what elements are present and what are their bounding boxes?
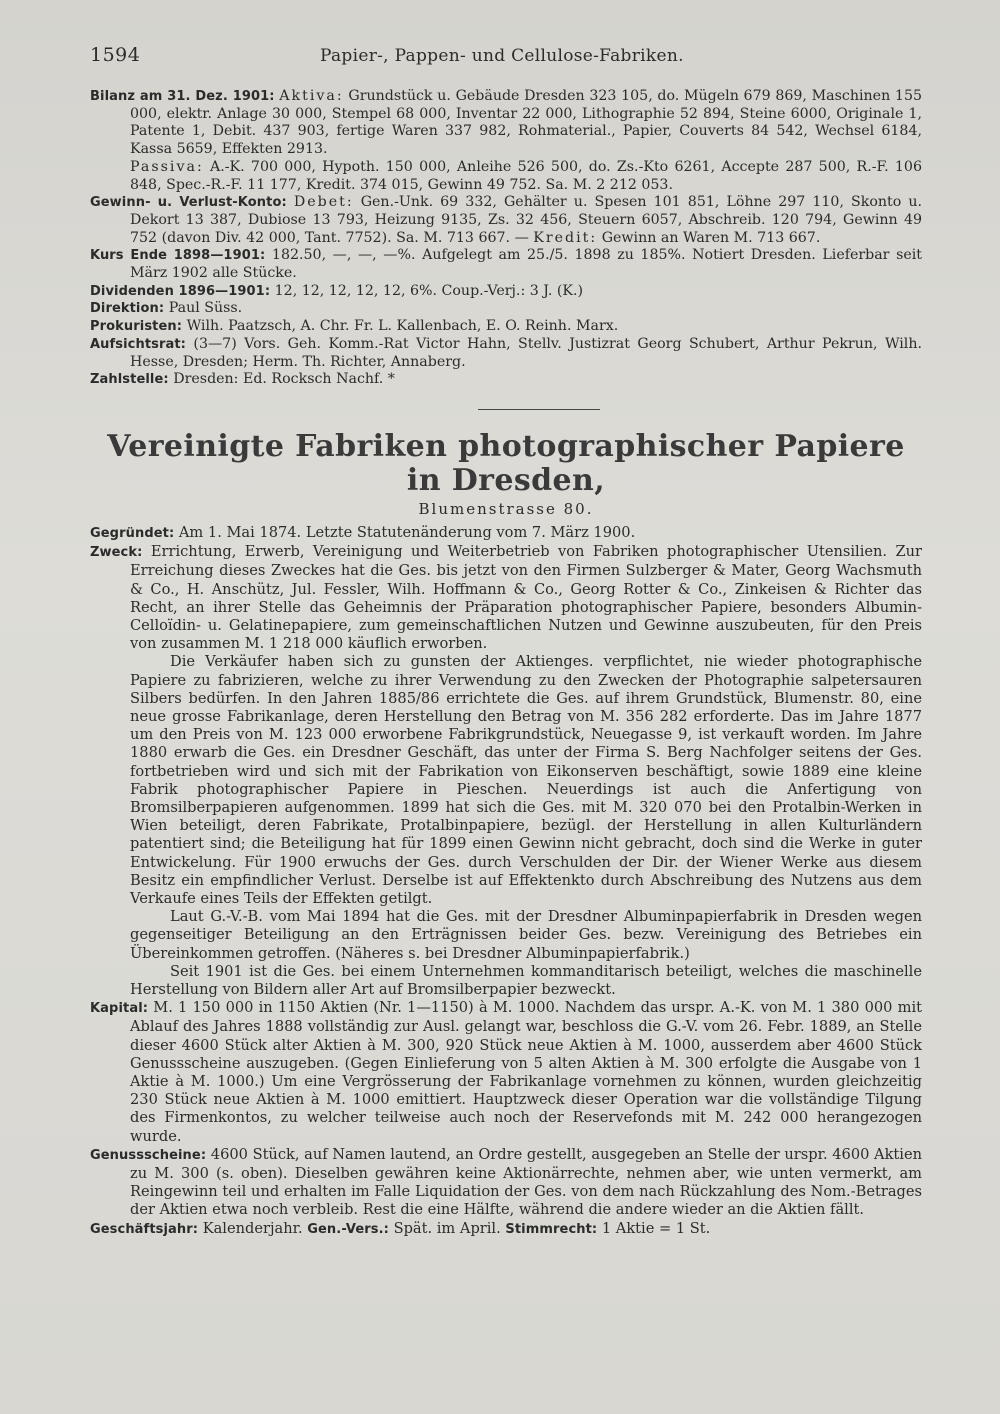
stimmrecht-text: 1 Aktie = 1 St.	[601, 1219, 711, 1237]
aktiva-label: Aktiva:	[279, 88, 344, 104]
gegruendet-text: Am 1. Mai 1874. Letzte Statutenänderung vom 7. März 1900.	[178, 523, 636, 541]
guv-entry	[90, 194, 922, 247]
geschaeftsjahr-text: Kalenderjahr.	[202, 1219, 303, 1237]
kurs-label: Kurs Ende 1898—1901:	[90, 248, 266, 264]
geschaeftsjahr-entry	[90, 1220, 922, 1239]
company-title: Vereinigte Fabriken photographischer Papiere in Dresden,	[107, 428, 905, 498]
bilanz-entry	[90, 88, 922, 194]
kapital-text: M. 1 150 000 in 1150 Aktien (Nr. 1—1150) à M. 1000. Nachdem das urspr. A.-K. von M. 1 380 000 mit Ablauf des Jahres 1888 vollständig zur Ausl. gelangt war, beschloss die G.-V. vom 26. Febr. 1889, an Stelle dieser 4600 Stück alter Aktien à M. 300, 920 Stück neue Aktien à M. 1000, ausserdem aber 4600 Stück Genussscheine auszugeben. (Gegen Einlieferung von 5 alten Aktien à M. 300 erfolgte die Ausgabe von 1 Aktie à M. 1000.) Um eine Vergrösserung der Fabrikanlage vornehmen zu können, wurden gleichzeitig 230 Stück neue Aktien à M. 1000 emittiert. Hauptzweck dieser Operation war die vollständige Tilgung des Firmenkontos, zu welcher teilweise auch noch der Reservefonds mit M. 242 000 herangezogen wurde.	[130, 999, 922, 1145]
zweck-label: Zweck:	[90, 545, 143, 561]
aufsichtsrat-entry	[90, 336, 922, 371]
prokuristen-text: Wilh. Paatzsch, A. Chr. Fr. L. Kallenbach, E. O. Reinh. Marx.	[186, 318, 619, 335]
aufsichtsrat-text: (3—7) Vors. Geh. Komm.-Rat Victor Hahn, Stellv. Justizrat Georg Schubert, Arthur Pekrun, Wilh. Hesse, Dresden; Herm. Th. Richter, Annaberg.	[130, 335, 922, 370]
zweck-entry	[90, 543, 922, 653]
page-number: 1594	[90, 44, 141, 66]
kredit-label: Kredit:	[533, 229, 598, 246]
company-address: Blumenstrasse 80.	[418, 499, 594, 518]
page-header	[90, 44, 922, 88]
zahlstelle-label: Zahlstelle:	[90, 372, 169, 388]
debet-label: Debet:	[293, 194, 354, 211]
passiva-label: Passiva:	[130, 158, 204, 175]
kurs-entry	[90, 247, 922, 282]
genversammlung-text: Spät. im April.	[393, 1219, 501, 1237]
aktiva-text: Grundstück u. Gebäude Dresden 323 105, do. Mügeln 679 869, Maschinen 155 000, elektr. Anlage 30 000, Stempel 68 000, Inventar 22 000, Lithographie 52 894, Steine 6000, Originale 1, Patente 1, Debit. 437 903, fertige Waren 337 982, Rohmaterial., Papier, Couverts 84 542, Wechsel 6184, Kassa 5659, Effekten 2913.	[130, 88, 922, 158]
bilanz-label: Bilanz am 31. Dez. 1901:	[90, 89, 275, 104]
zahlstelle-entry	[90, 371, 922, 389]
kredit-text: Gewinn an Waren M. 713 667.	[601, 229, 821, 246]
zahlstelle-text: Dresden: Ed. Rocksch Nachf. *	[173, 371, 395, 388]
prokuristen-entry	[90, 318, 922, 336]
zweck-paragraph-4: Seit 1901 ist die Ges. bei einem Unternehmen kommanditarisch beteiligt, welches die maschinelle Herstellung von Bildern aller Art auf Bromsilberpapier bezweckt.	[130, 962, 922, 999]
zweck-paragraph-3: Laut G.-V.-B. vom Mai 1894 hat die Ges. mit der Dresdner Albuminpapierfabrik in Dresden wegen gegenseitiger Beteiligung an den Erträgnissen beider Ges. bezw. Vereinigung des Betriebes ein Übereinkommen getroffen. (Näheres s. bei Dresdner Albuminpapierfabrik.)	[130, 908, 922, 962]
stimmrecht-label: Stimmrecht:	[505, 1221, 598, 1237]
direktion-text: Paul Süss.	[168, 300, 243, 317]
kapital-label: Kapital:	[90, 1001, 149, 1017]
previous-company-block	[90, 88, 922, 389]
aufsichtsrat-label: Aufsichtsrat:	[90, 336, 186, 352]
passiva-text: A.-K. 700 000, Hypoth. 150 000, Anleihe 526 500, do. Zs.-Kto 6261, Accepte 287 500, R.-F. 106 848, Spec.-R.-F. 11 177, Kredit. 374 015, Gewinn 49 752. Sa. M. 2 212 053.	[130, 158, 922, 193]
gegruendet-label: Gegründet:	[90, 525, 175, 541]
kurs-text: 182.50, —, —, —%. Aufgelegt am 25./5. 1898 zu 185%. Notiert Dresden. Lieferbar seit März 1902 alle Stücke.	[130, 247, 922, 282]
running-title: Papier-, Pappen- und Cellulose-Fabriken.	[320, 46, 684, 66]
prokuristen-label: Prokuristen:	[90, 319, 183, 335]
gegruendet-entry	[90, 524, 922, 543]
direktion-label: Direktion:	[90, 301, 165, 317]
kapital-entry	[90, 999, 922, 1146]
genversammlung-label: Gen.-Vers.:	[307, 1221, 389, 1237]
genussscheine-entry	[90, 1146, 922, 1220]
genussscheine-text: 4600 Stück, auf Namen lautend, an Ordre gestellt, ausgegeben an Stelle der urspr. 4600 Aktien zu M. 300 (s. oben). Dieselben gewähren keine Aktionärrechte, nehmen aber, wie unten vermerkt, am Reingewinn teil und erhalten im Falle Liquidation der Ges. von dem nach Rückzahlung des Nom.-Betrages der Aktien etwa noch verbleib. Rest die eine Hälfte, während die andere wieder an die Aktien fällt.	[130, 1145, 922, 1219]
dividenden-text: 12, 12, 12, 12, 12, 6%. Coup.-Verj.: 3 J. (K.)	[274, 282, 584, 299]
dividenden-entry	[90, 283, 922, 301]
geschaeftsjahr-label: Geschäftsjahr:	[90, 1221, 199, 1237]
genussscheine-label: Genussscheine:	[90, 1147, 207, 1163]
direktion-entry	[90, 300, 922, 318]
zweck-paragraph-2: Die Verkäufer haben sich zu gunsten der Aktienges. verpflichtet, nie wieder photographische Papiere zu fabrizieren, welche zu ihrer Verwendung zu den Zwecken der Photographie salpetersauren Silbers bedürfen. In den Jahren 1885/86 errichtete die Ges. auf ihrem Grundstück, Blumenstr. 80, eine neue grosse Fabrikanlage, deren Herstellung den Betrag von M. 356 282 erforderte. Das im Jahre 1877 um den Preis von M. 123 000 erworbene Fabrikgrundstück, Neuegasse 9, ist verkauft worden. Im Jahre 1880 erwarb die Ges. ein Dresdner Geschäft, das unter der Firma S. Berg Nachfolger seitens der Ges. fortbetrieben wird und sich mit der Fabrikation von Eikonserven beschäftigt, sowie 1889 eine kleine Fabrik photographischer Papiere in Pieschen. Neuerdings ist auch die Anfertigung von Bromsilberpapieren aufgenommen. 1899 hat sich die Ges. mit M. 320 070 bei den Protalbin-Werken in Wien beteiligt, deren Fabrikate, Protalbinpapiere, bezügl. der Herstellung in allen Kulturländern patentiert sind; die Beteiligung hat für 1899 einen Gewinn nicht gebracht, doch sind die Werke in guter Entwickelung. Für 1900 erwuchs der Ges. durch Verschulden der Dir. der Wiener Werke aus diesem Besitz ein empfindlicher Verlust. Derselbe ist auf Effektenkto durch Abschreibung des Nutzens aus dem Verkaufe eines Teils der Effekten getilgt.	[130, 653, 922, 908]
debet-text: Gen.-Unk. 69 332, Gehälter u. Spesen 101 851, Löhne 297 110, Skonto u. Dekort 13 387, Dubiose 13 793, Heizung 9135, Zs. 32 456, Steuern 6057, Abschreib. 120 794, Gewinn 49 752 (davon Div. 42 000, Tant. 7752). Sa. M. 713 667. —	[130, 194, 923, 246]
section-divider	[478, 409, 600, 410]
dividenden-label: Dividenden 1896—1901:	[90, 283, 271, 299]
zweck-text: Errichtung, Erwerb, Vereinigung und Weiterbetrieb von Fabriken photographischer Utensilien. Zur Erreichung dieses Zweckes hat die Ges. bis jetzt von den Firmen Sulzberger & Mater, Georg Wachsmuth & Co., H. Anschütz, Jul. Fessler, Wilh. Hoffmann & Co., Georg Rotter & Co., Zinkeisen & Richter das Recht, an ihrer Stelle das Geheimnis der Präparation photographischer Papiere, besonders Albumin-Celloïdin- u. Gelatinepapiere, zum gemeinschaftlichen Nutzen und Gewinne auszubeuten, für den Preis von zusammen M. 1 218 000 käuflich erworben.	[130, 543, 923, 653]
guv-label: Gewinn- u. Verlust-Konto:	[90, 195, 287, 211]
